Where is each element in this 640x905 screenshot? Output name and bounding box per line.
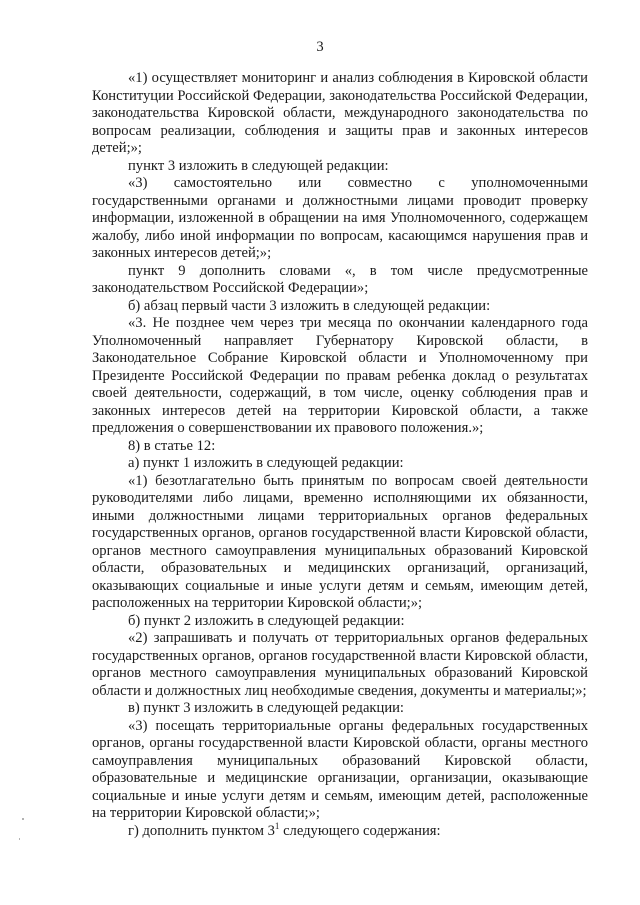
paragraph: а) пункт 1 изложить в следующей редакции: — [128, 455, 404, 471]
paragraph: пункт 3 изложить в следующей редакции: — [128, 157, 389, 174]
scan-speck — [22, 818, 24, 820]
paragraph: б) пункт 2 изложить в следующей редакции: — [128, 612, 405, 629]
paragraph: «2) запрашивать и получать от территориальных органов федеральных государственных органов, органов государственной власти Кировской области, органов местного самоуправления муниципальных образований Кировской области и должностных лиц необходимые сведения, документы и материалы;»; — [92, 630, 588, 699]
page-number: 3 — [316, 39, 324, 55]
paragraph: в) пункт 3 изложить в следующей редакции: — [128, 700, 404, 716]
paragraph-last-tail: следующего содержания: — [279, 822, 441, 839]
paragraph: 8) в статье 12: — [128, 437, 216, 454]
document-body — [92, 70, 588, 840]
paragraph-last-text: г) дополнить пунктом 3 — [128, 822, 275, 839]
paragraph: «1) осуществляет мониторинг и анализ соблюдения в Кировской области Конституции Российской Федерации, законодательства Российской Федерации, законодательства Кировской области, международного законодательства по вопросам реализации, соблюдения и защиты прав и законных интересов детей;»; — [92, 70, 588, 156]
paragraph: б) абзац первый части 3 изложить в следующей редакции: — [128, 297, 491, 314]
paragraph: «1) безотлагательно быть принятым по вопросам своей деятельности руководителями либо лицами, временно исполняющими их обязанности, иными должностными лицами территориальных органов федеральных государственных органов, органов государственной власти Кировской области, органов местного самоуправления муниципальных образований Кировской области, образовательных и медицинских организаций, организаций, оказывающих социальные и иные услуги детям и семьям, имеющим детей, расположенных на территории Кировской области;»; — [92, 472, 588, 611]
paragraph: «3) самостоятельно или совместно с уполномоченными государственными органами и должностными лицами проводит проверку информации, изложенной в обращении на имя Уполномоченного, содержащем жалобу, либо иной информации по вопросам, касающимся нарушения прав и законных интересов детей;»; — [92, 175, 588, 261]
paragraph: «3. Не позднее чем через три месяца по окончании календарного года Уполномоченный направляет Губернатору Кировской области, в Законодательное Собрание Кировской области и Уполномоченному при Президенте Российской Федерации по правам ребенка доклад о результатах своей деятельности, содержащий, в том числе, оценку соблюдения прав и законных интересов детей на территории Кировской области, а также предложения о совершенствовании их правового положения.»; — [92, 315, 588, 436]
superscript: 1 — [274, 820, 280, 831]
paragraph: «3) посещать территориальные органы федеральных государственных органов, органы государственной власти Кировской области, органы местного самоуправления муниципальных образований Кировской области, образовательные и медицинские организации, организации, оказывающие социальные и иные услуги детям и семьям, имеющим детей, расположенные на территории Кировской области;»; — [92, 717, 588, 821]
paragraph-last — [92, 820, 588, 841]
scan-speck — [19, 838, 20, 840]
paragraph: пункт 9 дополнить словами «, в том числе предусмотренные законодательством Российской Федерации»; — [92, 262, 588, 296]
